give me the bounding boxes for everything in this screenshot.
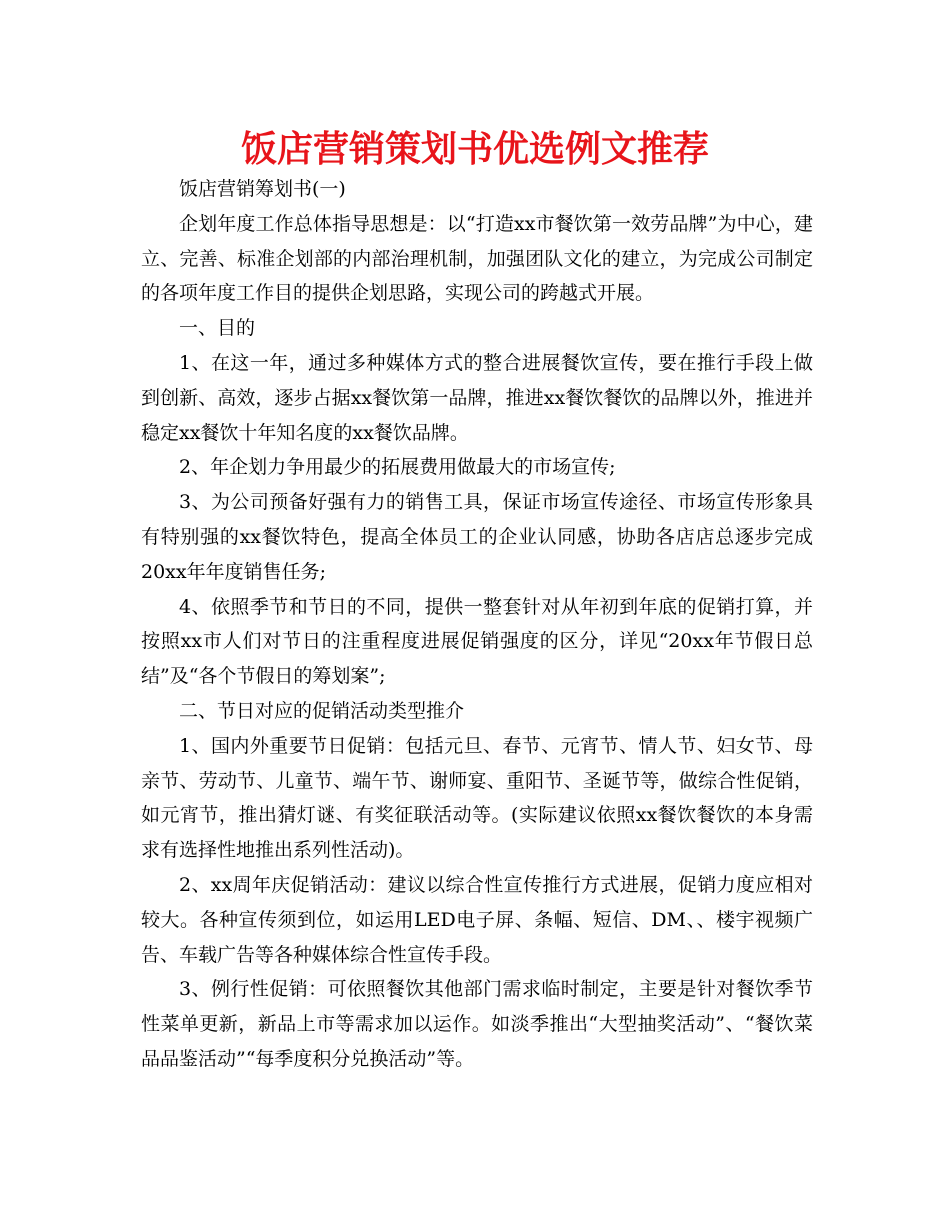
- paragraph-purpose-2: 2、年企划力争用最少的拓展费用做最大的市场宣传;: [179, 456, 616, 479]
- paragraph-promotion-2: 2、xx周年庆促销活动：建议以综合性宣传推行方式进展，促销力度应相对较大。各种宣传须到位，如运用LED电子屏、条幅、短信、DM、、楼宇视频广告、车载广告等各种媒体综合性宣传手段。: [141, 873, 813, 966]
- paragraph-purpose-1: 1、在这一年，通过多种媒体方式的整合进展餐饮宣传，要在推行手段上做到创新、高效，逐步占据xx餐饮第一品牌，推进xx餐饮餐饮的品牌以外，推进并稳定xx餐饮十年知名度的xx餐饮品牌。: [141, 351, 813, 444]
- paragraph-purpose-3: 3、为公司预备好强有力的销售工具，保证市场宣传途径、市场宣传形象具有特别强的xx餐饮特色，提高全体员工的企业认同感，协助各店店总逐步完成20xx年年度销售任务;: [141, 491, 813, 583]
- paragraph-promotion-3: 3、例行性促销：可依照餐饮其他部门需求临时制定，主要是针对餐饮季节性菜单更新，新品上市等需求加以运作。如淡季推出“大型抽奖活动”、“餐饮菜品品鉴活动”“每季度积分兑换活动”等。: [141, 978, 813, 1070]
- paragraph-subtitle: 饭店营销筹划书(一): [179, 178, 346, 200]
- section-heading-promotions: 二、节日对应的促销活动类型推介: [179, 699, 465, 722]
- paragraph-purpose-4: 4、依照季节和节日的不同，提供一整套针对从年初到年底的促销打算，并按照xx市人们对节日的注重程度进展促销强度的区分，详见“20xx年节假日总结”及“各个节假日的筹划案”;: [141, 595, 813, 688]
- paragraph-promotion-1: 1、国内外重要节日促销：包括元旦、春节、元宵节、情人节、妇女节、母亲节、劳动节、儿童节、端午节、谢师宴、重阳节、圣诞节等，做综合性促销，如元宵节，推出猜灯谜、有奖征联活动等。(实际建议依照xx餐饮餐饮的本身需求有选择性地推出系列性活动)。: [141, 734, 813, 862]
- document-body: [141, 172, 813, 1077]
- section-heading-purpose: 一、目的: [179, 317, 256, 340]
- paragraph-guideline: 企划年度工作总体指导思想是：以“打造xx市餐饮第一效劳品牌”为中心，建立、完善、标准企划部的内部治理机制，加强团队文化的建立，为完成公司制定的各项年度工作目的提供企划思路，实现公司的跨越式开展。: [141, 212, 813, 305]
- document-title: 饭店营销策划书优选例文推荐: [240, 129, 709, 170]
